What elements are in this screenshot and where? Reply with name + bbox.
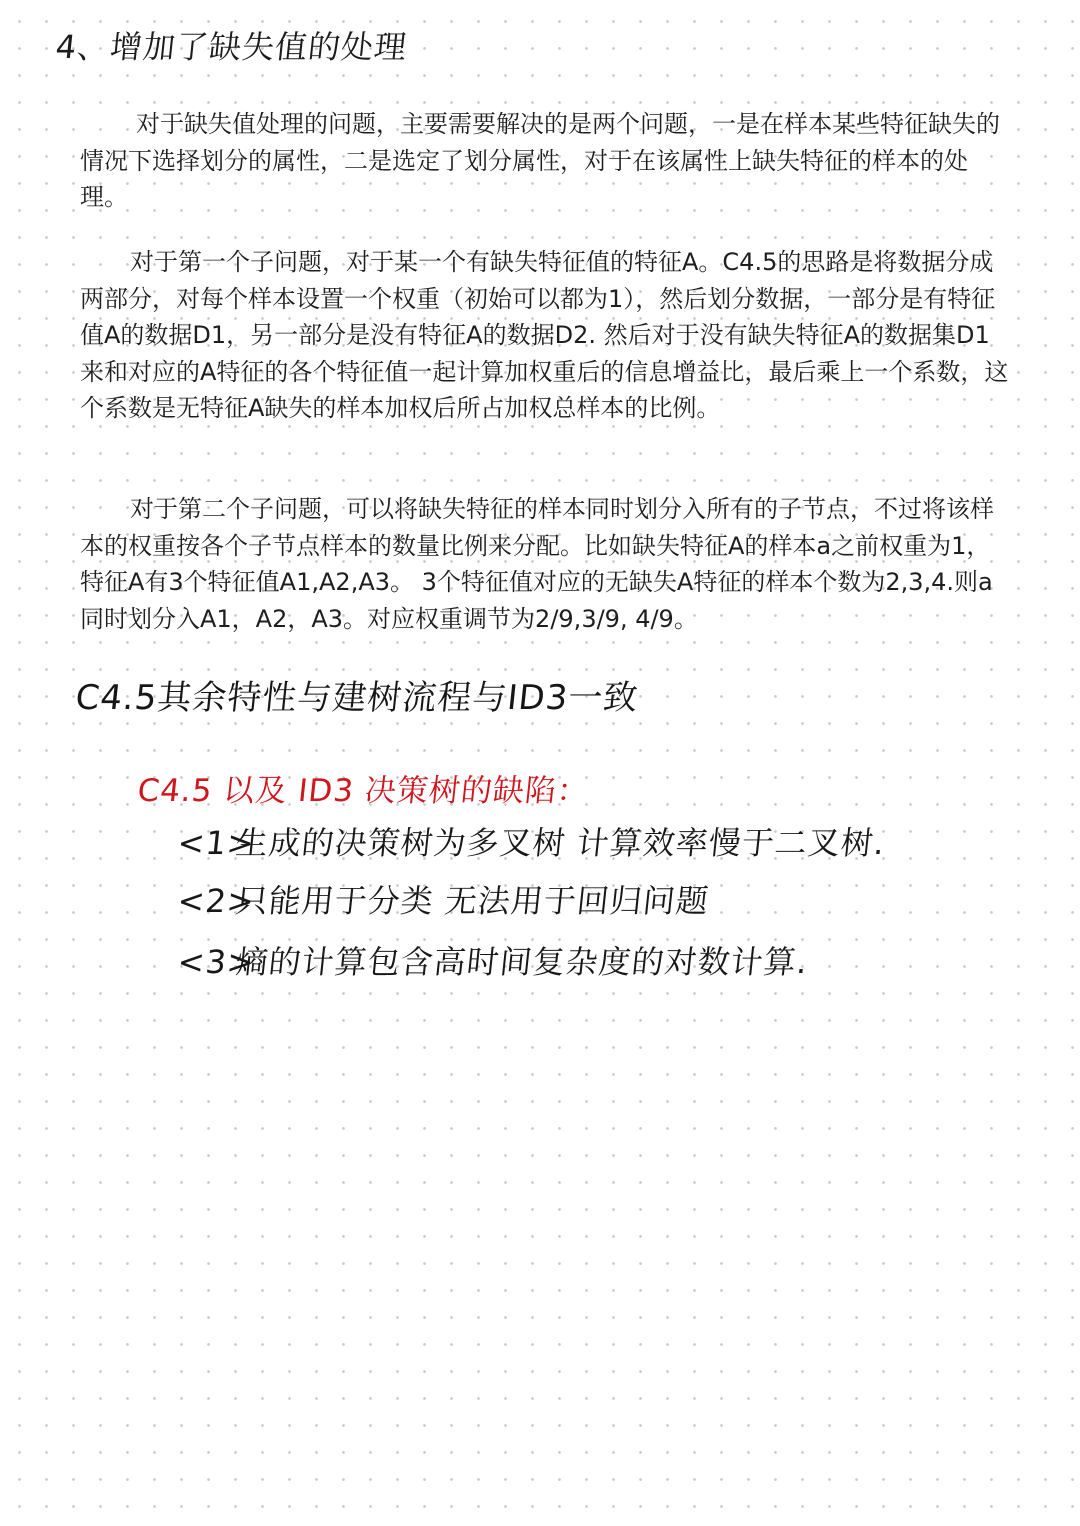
flaws-title: C4.5 以及 ID3 决策树的缺陷： [135, 773, 591, 809]
flaw-text: 熵的计算包含高时间复杂度的对数计算. [233, 943, 810, 981]
paragraph-missing-values-intro: 对于缺失值处理的问题，主要需要解决的是两个问题，一是在样本某些特征缺失的情况下选择划分的属性，二是选定了划分属性，对于在该属性上缺失特征的样本的处理。 [80, 110, 1000, 211]
flaw-text: 生成的决策树为多叉树 计算效率慢于二叉树. [233, 824, 888, 862]
paragraph-first-subproblem: 对于第一个子问题，对于某一个有缺失特征值的特征A。C4.5的思路是将数据分成两部分，对每个样本设置一个权重（初始可以都为1），然后划分数据，一部分是有特征值A的数据D1，另一部分是没有特征A的数据D2. 然后对于没有缺失特征A的数据集D1来和对应的A特征的各个特征值一起计算加权重后的信息增益比，最后乘上一个系数，这个系数是无特征A缺失的样本加权后所占加权总样本的比例。 [80, 248, 1009, 422]
flaw-item [176, 818, 888, 864]
section-heading: 4、增加了缺失值的处理 [53, 28, 410, 66]
flaw-number: <1> [175, 824, 257, 862]
flaw-item [176, 937, 811, 983]
flaw-item [176, 876, 712, 922]
handwritten-summary: C4.5其余特性与建树流程与ID3一致 [73, 678, 641, 718]
paragraph-second-subproblem: 对于第二个子问题，可以将缺失特征的样本同时划分入所有的子节点，不过将该样本的权重按各个子节点样本的数量比例来分配。比如缺失特征A的样本a之前权重为1，特征A有3个特征值A1,A2,A3。 3个特征值对应的无缺失A特征的样本个数为2,3,4.则a同时划分入A1，A2，A3。对应权重调节为2/9,3/9, 4/9。 [80, 495, 994, 633]
flaw-number: <3> [175, 943, 257, 981]
flaw-number: <2> [175, 882, 257, 920]
flaw-text: 只能用于分类 无法用于回归问题 [233, 882, 711, 920]
